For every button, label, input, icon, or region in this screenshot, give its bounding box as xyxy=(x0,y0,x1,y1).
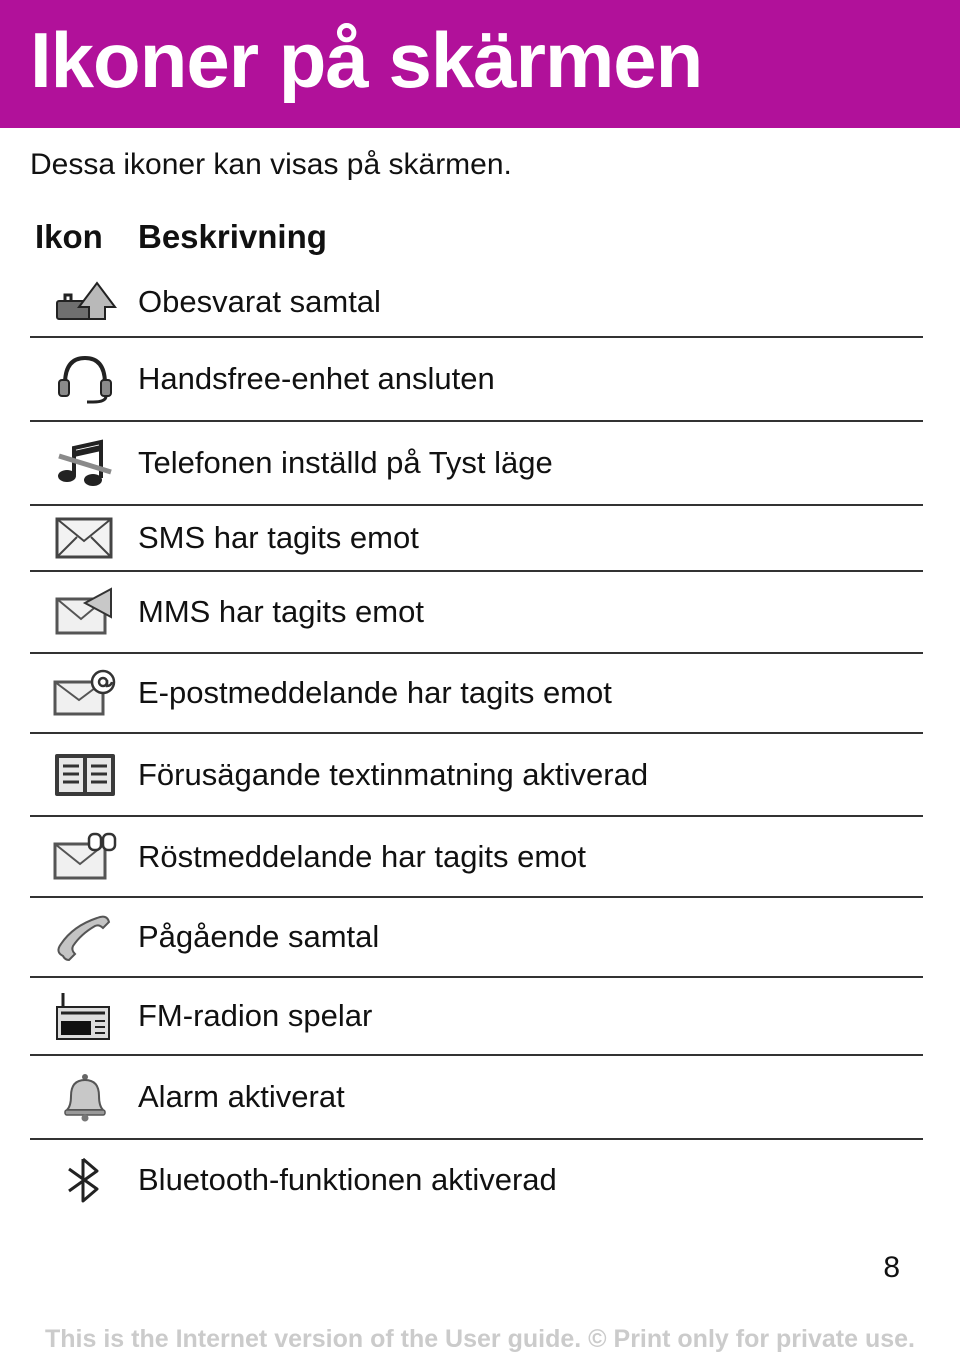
predictive-text-icon xyxy=(52,749,118,801)
table-row xyxy=(30,572,923,654)
table-row xyxy=(30,1056,923,1140)
table-row xyxy=(30,268,923,338)
alarm-bell-icon xyxy=(52,1071,118,1123)
intro-text: Dessa ikoner kan visas på skärmen. xyxy=(30,148,512,181)
silent-mode-icon xyxy=(52,437,118,489)
table-row xyxy=(30,898,923,978)
table-row xyxy=(30,422,923,506)
row-label: MMS har tagits emot xyxy=(138,594,424,629)
voicemail-icon xyxy=(52,831,118,883)
icon-table xyxy=(30,268,923,1220)
row-label: Förusägande textinmatning aktiverad xyxy=(138,756,649,792)
row-label: Obesvarat samtal xyxy=(138,284,381,319)
table-row xyxy=(30,1140,923,1220)
row-label: Alarm aktiverat xyxy=(138,1079,345,1114)
missed-call-icon xyxy=(52,276,118,328)
email-icon xyxy=(52,667,118,719)
table-row xyxy=(30,654,923,734)
footer-notice: This is the Internet version of the User guide. © Print only for private use. xyxy=(45,1325,915,1353)
table-row xyxy=(30,817,923,898)
column-header-description: Beskrivning xyxy=(138,218,327,255)
table-row xyxy=(30,338,923,422)
ongoing-call-icon xyxy=(52,911,118,963)
row-label: SMS har tagits emot xyxy=(138,520,419,555)
table-row xyxy=(30,506,923,572)
row-label: Telefonen inställd på Tyst läge xyxy=(138,445,553,480)
row-label: Pågående samtal xyxy=(138,919,380,954)
sms-icon xyxy=(52,512,118,564)
row-label: Handsfree-enhet ansluten xyxy=(138,361,495,396)
row-label: E-postmeddelande har tagits emot xyxy=(138,675,612,710)
column-header-icon: Ikon xyxy=(35,218,103,255)
bluetooth-icon xyxy=(52,1154,118,1206)
page-title: Ikoner på skärmen xyxy=(30,16,703,104)
table-row xyxy=(30,978,923,1056)
row-label: FM-radion spelar xyxy=(138,998,373,1033)
table-row xyxy=(30,734,923,817)
row-label: Röstmeddelande har tagits emot xyxy=(138,838,587,874)
headset-icon xyxy=(52,353,118,405)
row-label: Bluetooth-funktionen aktiverad xyxy=(138,1162,557,1197)
mms-icon xyxy=(52,586,118,638)
header-banner xyxy=(0,0,960,128)
page-number: 8 xyxy=(883,1251,900,1284)
fm-radio-icon xyxy=(52,990,118,1042)
